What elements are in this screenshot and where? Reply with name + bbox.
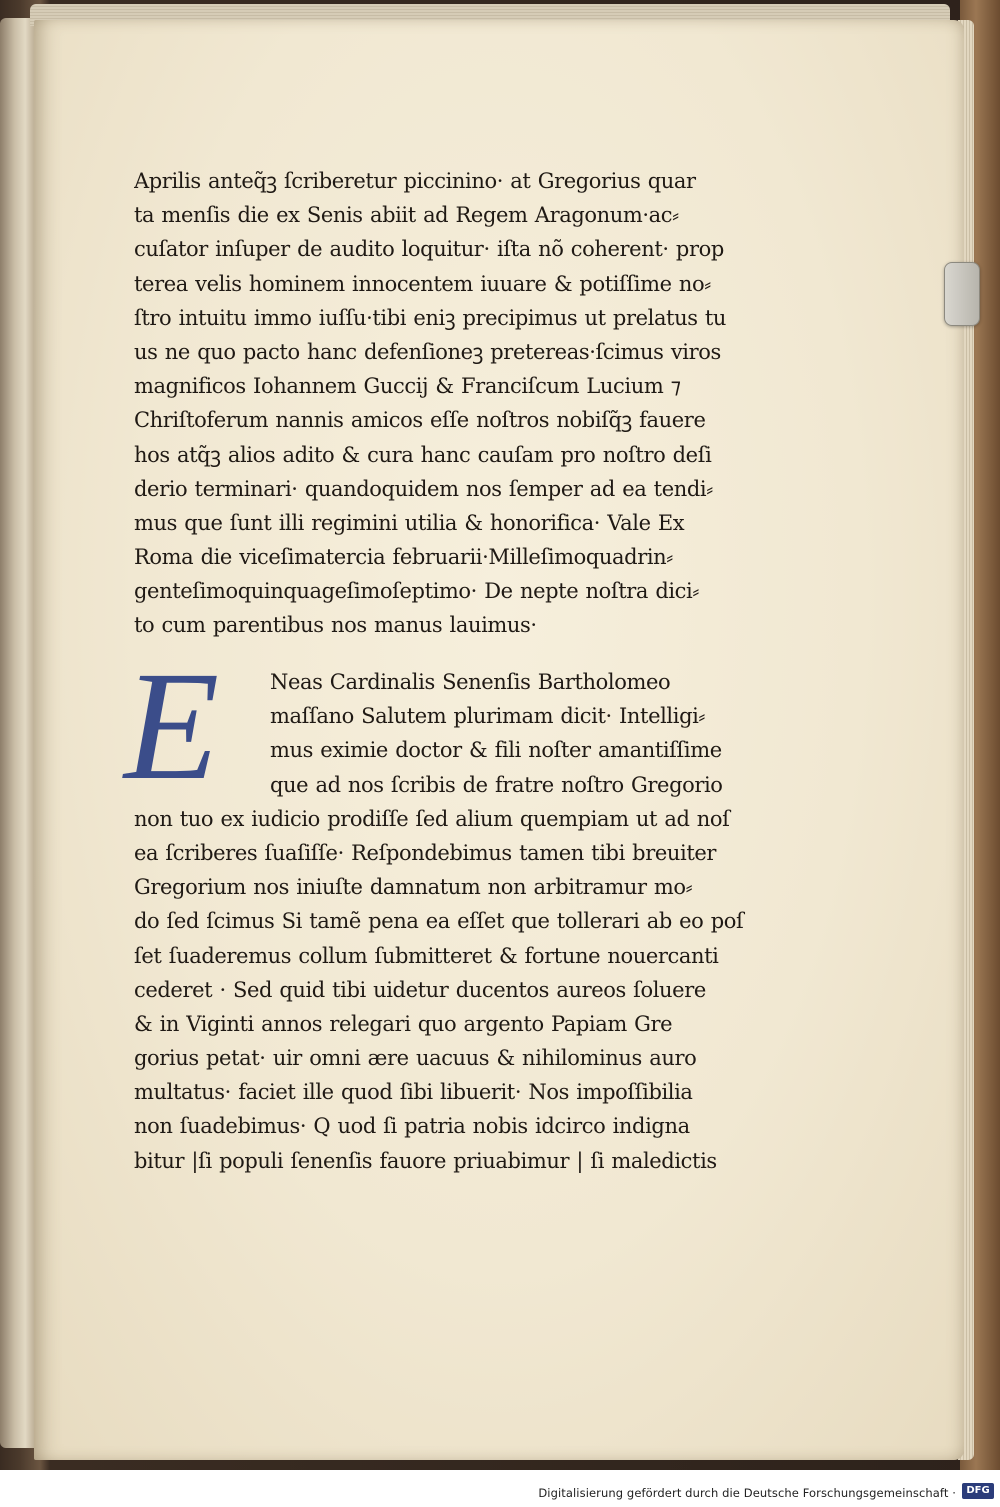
text-line: derio terminari· quandoquidem nos ſemper ad ea tendi⸗ xyxy=(134,476,713,501)
text-line: cederet · Sed quid tibi uidetur ducentos aureos ſoluere xyxy=(134,977,706,1002)
text-line: ſtro intuitu immo iuſſu·tibi eniꝫ precipimus ut prelatus tu xyxy=(134,305,727,330)
bookmark-tab xyxy=(944,262,980,326)
paragraph-1 xyxy=(134,164,774,643)
digitization-credit: Digitalisierung gefördert durch die Deutsche Forschungsgemeinschaft · xyxy=(538,1486,956,1500)
dfg-logo: DFG xyxy=(962,1483,994,1499)
text-line: que ad nos ſcribis de fratre noſtro Gregorio xyxy=(270,772,723,797)
paragraph-2 xyxy=(134,665,774,1178)
text-line: non ſuadebimus· Q uod ſi patria nobis idcirco indigna xyxy=(134,1114,690,1139)
facing-page-edge xyxy=(0,18,36,1448)
text-line: terea velis hominem innocentem iuuare & potiſſime no⸗ xyxy=(134,271,711,296)
text-line: hos atq̃ꝫ alios adito & cura hanc cauſam pro noſtro deſi xyxy=(134,442,712,467)
text-line: multatus· faciet ille quod ſibi libuerit· Nos impoſſibilia xyxy=(134,1080,693,1105)
text-line: Aprilis anteq̃ꝫ ſcriberetur piccinino· at Gregorius quar xyxy=(134,169,696,193)
text-line: ea ſcriberes ſuaſiſſe· Reſpondebimus tamen tibi breuiter xyxy=(134,840,717,865)
text-line: gorius petat· uir omni ære uacuus & nihilominus auro xyxy=(134,1046,697,1071)
text-line: do ſed ſcimus Si tamẽ pena ea eſſet que tollerari ab eo poſ xyxy=(134,909,744,934)
initial-letter: E xyxy=(124,656,220,786)
text-line: us ne quo pacto hanc defenſioneꝫ pretereas·ſcimus viros xyxy=(134,339,721,364)
text-line: bitur |ſi populi ſenenſis fauore priuabimur | ſi maledictis xyxy=(134,1148,717,1173)
text-line: non tuo ex iudicio prodiſſe ſed alium quempiam ut ad noſ xyxy=(134,806,730,831)
text-line: Chriſtoferum nannis amicos eſſe noſtros nobiſq̃ꝫ fauere xyxy=(134,408,706,433)
text-line: cuſator inſuper de audito loquitur· iſta nõ coherent· prop xyxy=(134,237,724,262)
text-line: genteſimoquinquageſimoſeptimo· De nepte noſtra dici⸗ xyxy=(134,579,699,604)
text-line: to cum parentibus nos manus lauimus· xyxy=(134,613,537,638)
text-line: Gregorium nos iniuſte damnatum non arbitramur mo⸗ xyxy=(134,875,693,900)
text-line: maſſano Salutem plurimam dicit· Intelligi⸗ xyxy=(270,704,706,729)
text-line: ta menſis die ex Senis abiit ad Regem Aragonum·ac⸗ xyxy=(134,203,679,228)
text-line: Roma die viceſimatercia februarii·Milleſimoquadrin⸗ xyxy=(134,545,673,570)
text-line: ſet ſuaderemus collum ſubmitteret & fortune nouercanti xyxy=(134,943,719,968)
text-line: & in Viginti annos relegari quo argento Papiam Gre xyxy=(134,1011,673,1036)
text-line: mus que ſunt illi regimini utilia & honorifica· Vale Ex xyxy=(134,510,685,535)
text-line: magnificos Iohannem Guccij & Franciſcum Lucium ⁊ xyxy=(134,374,681,399)
text-line: Neas Cardinalis Senenſis Bartholomeo xyxy=(270,670,671,694)
text-line: mus eximie doctor & fili noſter amantiſſime xyxy=(270,738,722,763)
